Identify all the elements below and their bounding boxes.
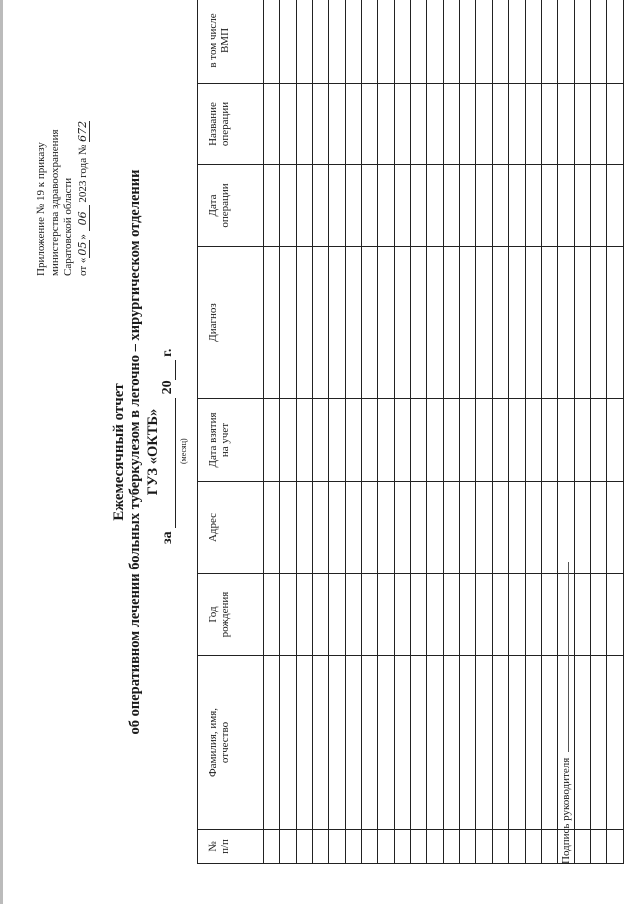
table-cell[interactable] [411, 247, 427, 399]
table-cell[interactable] [378, 482, 394, 574]
table-row [509, 0, 525, 864]
table-cell[interactable] [590, 84, 606, 165]
table-cell[interactable] [443, 656, 459, 830]
table-cell[interactable] [590, 656, 606, 830]
table-cell[interactable] [558, 399, 574, 482]
table-cell[interactable] [378, 84, 394, 165]
table-cell[interactable] [509, 656, 525, 830]
table-cell[interactable] [427, 165, 443, 247]
table-cell[interactable] [476, 84, 492, 165]
table-cell[interactable] [460, 574, 476, 656]
table-cell[interactable] [590, 0, 606, 84]
table-cell[interactable] [509, 482, 525, 574]
table-cell[interactable] [264, 165, 280, 247]
table-cell[interactable] [264, 399, 280, 482]
institution-name: ГУЗ «ОКТБ» [145, 408, 161, 496]
table-cell[interactable] [443, 399, 459, 482]
annex-line-1: Приложение № 19 к приказу [35, 142, 47, 276]
table-cell[interactable] [296, 247, 312, 399]
table-cell[interactable] [280, 0, 296, 84]
table-cell[interactable] [378, 247, 394, 399]
table-cell[interactable] [362, 0, 378, 84]
table-cell[interactable] [313, 399, 329, 482]
table-cell[interactable] [607, 399, 623, 482]
table-cell[interactable] [509, 830, 525, 864]
table-cell[interactable] [492, 399, 508, 482]
table-cell[interactable] [394, 0, 410, 84]
table-cell[interactable] [590, 247, 606, 399]
table-cell[interactable] [460, 0, 476, 84]
table-cell[interactable] [492, 830, 508, 864]
table-cell[interactable] [313, 830, 329, 864]
table-cell[interactable] [590, 165, 606, 247]
table-cell[interactable] [313, 165, 329, 247]
table-cell[interactable] [607, 84, 623, 165]
table-cell[interactable] [313, 574, 329, 656]
table-cell[interactable] [394, 165, 410, 247]
table-cell[interactable] [313, 656, 329, 830]
table-cell[interactable] [378, 656, 394, 830]
table-cell[interactable] [329, 574, 345, 656]
table-cell[interactable] [394, 574, 410, 656]
table-cell[interactable] [280, 830, 296, 864]
table-row [443, 0, 459, 864]
table-cell[interactable] [574, 482, 590, 574]
table-cell[interactable] [443, 0, 459, 84]
table-cell[interactable] [574, 0, 590, 84]
col-birth-year: Год рождения [198, 574, 264, 656]
table-row [460, 0, 476, 864]
table-cell[interactable] [492, 656, 508, 830]
table-cell[interactable] [460, 482, 476, 574]
table-cell[interactable] [558, 0, 574, 84]
table-cell[interactable] [280, 165, 296, 247]
table-cell[interactable] [607, 247, 623, 399]
table-cell[interactable] [411, 656, 427, 830]
annex-date-line: от «05» 06 2023 года № 672 [75, 120, 89, 276]
col-number: № п/п [198, 830, 264, 864]
table-cell[interactable] [509, 399, 525, 482]
annex-line-2: министерства здравоохранения [48, 129, 61, 276]
table-cell[interactable] [460, 830, 476, 864]
table-cell[interactable] [329, 0, 345, 84]
table-row [411, 0, 427, 864]
table-cell[interactable] [476, 399, 492, 482]
table-cell[interactable] [558, 84, 574, 165]
table-cell[interactable] [394, 830, 410, 864]
table-cell[interactable] [427, 247, 443, 399]
table-cell[interactable] [590, 574, 606, 656]
table-cell[interactable] [296, 656, 312, 830]
table-cell[interactable] [541, 165, 557, 247]
table-row [264, 0, 280, 864]
table-cell[interactable] [362, 84, 378, 165]
table-cell[interactable] [476, 482, 492, 574]
table-cell[interactable] [345, 830, 361, 864]
table-cell[interactable] [525, 482, 541, 574]
table-cell[interactable] [280, 84, 296, 165]
table-cell[interactable] [264, 830, 280, 864]
table-cell[interactable] [280, 574, 296, 656]
table-cell[interactable] [345, 165, 361, 247]
table-cell[interactable] [541, 482, 557, 574]
table-row [590, 0, 606, 864]
table-cell[interactable] [574, 830, 590, 864]
col-full-name: Фамилия, имя, отчество [198, 656, 264, 830]
table-cell[interactable] [443, 84, 459, 165]
table-cell[interactable] [590, 399, 606, 482]
table-cell[interactable] [541, 830, 557, 864]
table-cell[interactable] [345, 247, 361, 399]
table-cell[interactable] [394, 399, 410, 482]
table-row [541, 0, 557, 864]
table-cell[interactable] [378, 574, 394, 656]
table-cell[interactable] [329, 482, 345, 574]
table-cell[interactable] [296, 399, 312, 482]
table-cell[interactable] [509, 574, 525, 656]
table-cell[interactable] [607, 482, 623, 574]
table-cell[interactable] [296, 0, 312, 84]
table-cell[interactable] [329, 830, 345, 864]
table-cell[interactable] [280, 399, 296, 482]
table-cell[interactable] [427, 0, 443, 84]
signature-blank[interactable] [568, 562, 569, 752]
table-cell[interactable] [427, 399, 443, 482]
table-cell[interactable] [264, 84, 280, 165]
table-cell[interactable] [313, 84, 329, 165]
table-row [427, 0, 443, 864]
table-cell[interactable] [362, 165, 378, 247]
annex-day: 05 [75, 241, 89, 256]
table-cell[interactable] [296, 830, 312, 864]
table-cell[interactable] [362, 574, 378, 656]
table-cell[interactable] [313, 482, 329, 574]
annex-year: 2023 года [76, 157, 89, 203]
table-cell[interactable] [329, 399, 345, 482]
table-cell[interactable] [525, 165, 541, 247]
table-cell[interactable] [492, 574, 508, 656]
table-cell[interactable] [296, 574, 312, 656]
table-cell[interactable] [460, 656, 476, 830]
table-cell[interactable] [509, 84, 525, 165]
month-hint: (месяц) [179, 438, 188, 464]
table-cell[interactable] [525, 247, 541, 399]
table-cell[interactable] [411, 399, 427, 482]
annex-line-3: Саратовской области [62, 177, 74, 276]
table-cell[interactable] [296, 84, 312, 165]
table-cell[interactable] [411, 84, 427, 165]
table-cell[interactable] [345, 656, 361, 830]
header-row [198, 0, 264, 864]
table-cell[interactable] [264, 482, 280, 574]
table-cell[interactable] [378, 0, 394, 84]
signature-line [560, 562, 572, 864]
table-cell[interactable] [541, 0, 557, 84]
table-cell[interactable] [345, 574, 361, 656]
table-cell[interactable] [460, 84, 476, 165]
table-cell[interactable] [541, 399, 557, 482]
table-row [329, 0, 345, 864]
table-cell[interactable] [541, 84, 557, 165]
table-cell[interactable] [492, 247, 508, 399]
table-cell[interactable] [525, 84, 541, 165]
table-cell[interactable] [525, 0, 541, 84]
annex-from: от [76, 265, 89, 276]
table-cell[interactable] [345, 0, 361, 84]
table-cell[interactable] [476, 574, 492, 656]
table-cell[interactable] [443, 574, 459, 656]
table-cell[interactable] [525, 656, 541, 830]
table-cell[interactable] [362, 247, 378, 399]
table-cell[interactable] [443, 830, 459, 864]
table-cell[interactable] [476, 165, 492, 247]
table-cell[interactable] [492, 482, 508, 574]
table-cell[interactable] [509, 0, 525, 84]
table-cell[interactable] [476, 247, 492, 399]
col-registration-date: Дата взятия на учет [198, 399, 264, 482]
table-cell[interactable] [541, 656, 557, 830]
table-cell[interactable] [574, 399, 590, 482]
table-cell[interactable] [394, 482, 410, 574]
table-cell[interactable] [509, 165, 525, 247]
table-cell[interactable] [345, 84, 361, 165]
table-cell[interactable] [296, 482, 312, 574]
table-cell[interactable] [264, 574, 280, 656]
table-cell[interactable] [329, 247, 345, 399]
table-cell[interactable] [607, 0, 623, 84]
table-row [280, 0, 296, 864]
table-cell[interactable] [394, 656, 410, 830]
table-cell[interactable] [411, 0, 427, 84]
table-cell[interactable] [264, 0, 280, 84]
table-row [607, 0, 623, 864]
table-cell[interactable] [296, 165, 312, 247]
table-cell[interactable] [427, 656, 443, 830]
table-row [345, 0, 361, 864]
table-cell[interactable] [264, 656, 280, 830]
table-cell[interactable] [313, 247, 329, 399]
month-blank[interactable] [161, 398, 176, 528]
table-cell[interactable] [378, 165, 394, 247]
table-cell[interactable] [443, 247, 459, 399]
table-cell[interactable] [362, 830, 378, 864]
table-cell[interactable] [558, 165, 574, 247]
table-row [525, 0, 541, 864]
table-row [313, 0, 329, 864]
table-cell[interactable] [541, 247, 557, 399]
table-cell[interactable] [394, 84, 410, 165]
col-operation-name: Название операции [198, 84, 264, 165]
table-row [476, 0, 492, 864]
table-cell[interactable] [345, 482, 361, 574]
table-cell[interactable] [525, 574, 541, 656]
table-row [362, 0, 378, 864]
table-cell[interactable] [541, 574, 557, 656]
table-cell[interactable] [345, 399, 361, 482]
table-cell[interactable] [362, 399, 378, 482]
col-diagnosis: Диагноз [198, 247, 264, 399]
table-cell[interactable] [492, 84, 508, 165]
table-cell[interactable] [492, 0, 508, 84]
scan-edge-left [0, 0, 3, 904]
table-cell[interactable] [313, 0, 329, 84]
table-cell[interactable] [460, 399, 476, 482]
table-cell[interactable] [574, 574, 590, 656]
table-cell[interactable] [574, 656, 590, 830]
col-vmp: в том числе ВМП [198, 0, 264, 84]
table-cell[interactable] [329, 656, 345, 830]
table-cell[interactable] [443, 482, 459, 574]
period-line: за 20 г. [160, 348, 175, 544]
table-cell[interactable] [525, 830, 541, 864]
table-cell[interactable] [280, 247, 296, 399]
table-cell[interactable] [362, 482, 378, 574]
table-cell[interactable] [362, 656, 378, 830]
table-cell[interactable] [558, 247, 574, 399]
year-blank[interactable] [161, 360, 176, 380]
table-cell[interactable] [558, 482, 574, 574]
table-cell[interactable] [329, 165, 345, 247]
table-cell[interactable] [460, 247, 476, 399]
table-row [296, 0, 312, 864]
table-cell[interactable] [411, 165, 427, 247]
table-cell[interactable] [443, 165, 459, 247]
col-address: Адрес [198, 482, 264, 574]
table-cell[interactable] [427, 574, 443, 656]
table-cell[interactable] [607, 830, 623, 864]
table-row [394, 0, 410, 864]
table-cell[interactable] [509, 247, 525, 399]
report-subtitle: об оперативном лечении больных туберкулезом в легочно – хирургическом отделении [127, 169, 143, 735]
table-cell[interactable] [460, 165, 476, 247]
table-cell[interactable] [574, 247, 590, 399]
table-row [574, 0, 590, 864]
table-row [492, 0, 508, 864]
table-cell[interactable] [378, 830, 394, 864]
table-cell[interactable] [394, 247, 410, 399]
annex-block [35, 121, 90, 276]
table-cell[interactable] [280, 656, 296, 830]
table-cell[interactable] [411, 482, 427, 574]
table-cell[interactable] [590, 830, 606, 864]
table-cell[interactable] [607, 165, 623, 247]
table-cell[interactable] [411, 574, 427, 656]
table-cell[interactable] [329, 84, 345, 165]
annex-month: 06 [76, 205, 91, 231]
table-cell[interactable] [476, 830, 492, 864]
table-cell[interactable] [476, 656, 492, 830]
table-cell[interactable] [574, 165, 590, 247]
col-operation-date: Дата операции [198, 165, 264, 247]
table-cell[interactable] [411, 830, 427, 864]
table-cell[interactable] [492, 165, 508, 247]
table-cell[interactable] [525, 399, 541, 482]
table-cell[interactable] [607, 574, 623, 656]
table-cell[interactable] [264, 247, 280, 399]
table-cell[interactable] [427, 84, 443, 165]
table-cell[interactable] [574, 84, 590, 165]
table-cell[interactable] [476, 0, 492, 84]
annex-number: 672 [75, 120, 89, 142]
table-cell[interactable] [607, 656, 623, 830]
report-title: Ежемесячный отчет [111, 383, 127, 521]
annex-no: № [76, 144, 89, 156]
table-cell[interactable] [427, 482, 443, 574]
table-cell[interactable] [378, 399, 394, 482]
table-row [378, 0, 394, 864]
table-cell[interactable] [280, 482, 296, 574]
signature-label: Подпись руководителя [560, 757, 572, 864]
table-cell[interactable] [590, 482, 606, 574]
table-cell[interactable] [427, 830, 443, 864]
